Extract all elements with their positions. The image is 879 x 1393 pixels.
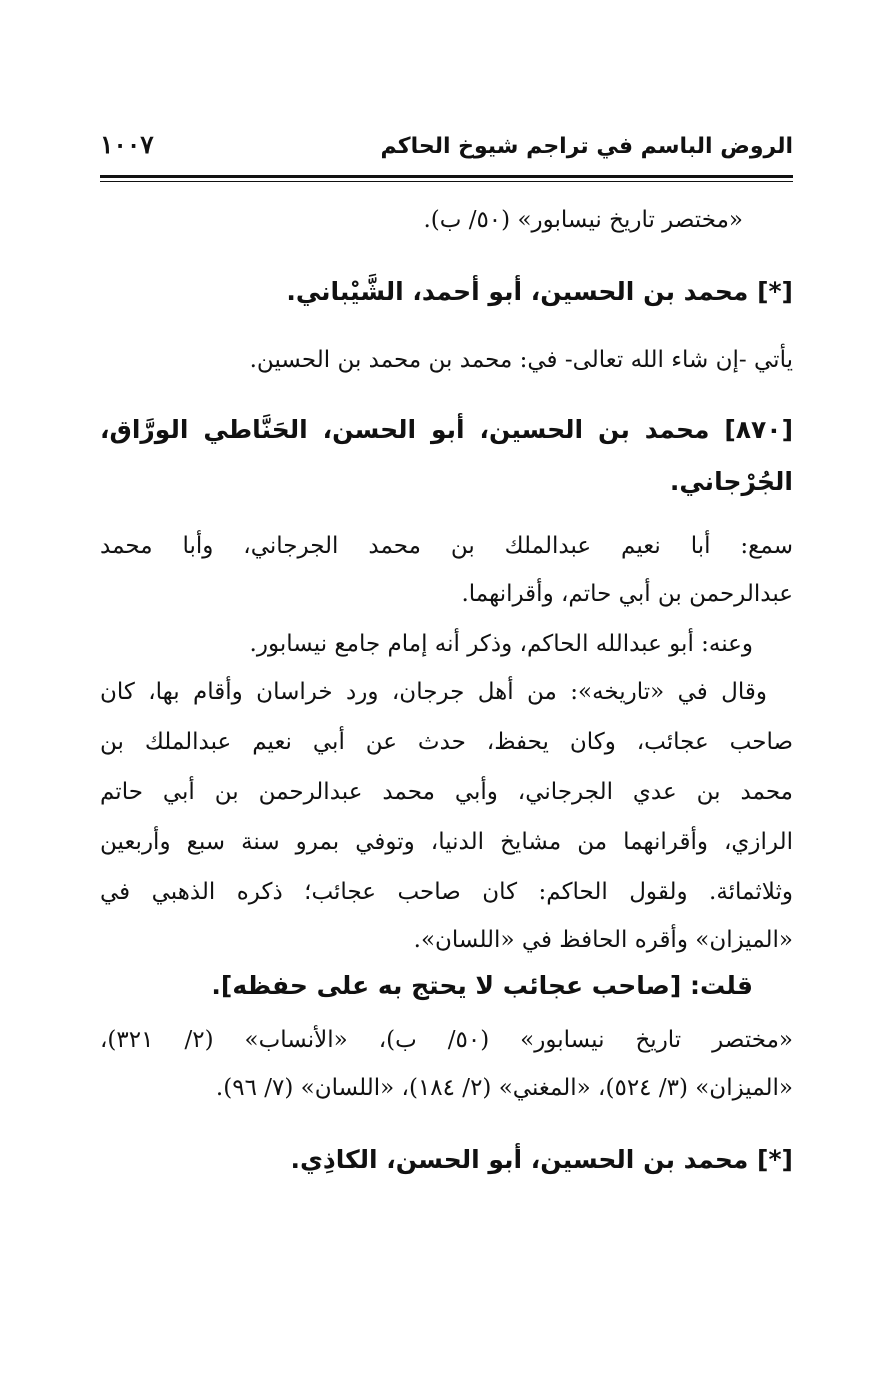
- entry-heading-cross-ref: [*] محمد بن الحسين، أبو أحمد، الشَّيْباني.: [286, 277, 793, 306]
- body-line: «الميزان» وأقره الحافظ في «اللسان».: [413, 927, 793, 953]
- source-reference: «مختصر تاريخ نيسابور» (٥٠/ ب).: [423, 207, 743, 233]
- references-line: «مختصر تاريخ نيسابور» (٥٠/ ب)، «الأنساب» (٢/ ٣٢١)،: [100, 1027, 793, 1053]
- entry-heading-870-continued: الجُرْجاني.: [669, 467, 793, 496]
- body-line: محمد بن عدي الجرجاني، وأبي محمد عبدالرحمن بن أبي حاتم: [100, 779, 793, 805]
- body-line: وعنه: أبو عبدالله الحاكم، وذكر أنه إمام جامع نيسابور.: [249, 631, 753, 657]
- body-line: صاحب عجائب، وكان يحفظ، حدث عن أبي نعيم عبدالملك بن: [100, 729, 793, 755]
- entry-heading-870: [٨٧٠] محمد بن الحسين، أبو الحسن، الحَنَّاطي الورَّاق،: [100, 415, 793, 444]
- page-number: ١٠٠٧: [100, 130, 154, 159]
- body-line: عبدالرحمن بن أبي حاتم، وأقرانهما.: [461, 581, 793, 607]
- header-rule-thick: [100, 175, 793, 178]
- body-line: وثلاثمائة. ولقول الحاكم: كان صاحب عجائب؛ ذكره الذهبي في: [100, 879, 793, 905]
- header-rule-thin: [100, 181, 793, 182]
- cross-reference-text: يأتي -إن شاء الله تعالى- في: محمد بن محمد بن الحسين.: [249, 347, 793, 373]
- body-line: الرازي، وأقرانهما من مشايخ الدنيا، وتوفي بمرو سنة سبع وأربعين: [100, 829, 793, 855]
- entry-heading-cross-ref: [*] محمد بن الحسين، أبو الحسن، الكاذِي.: [290, 1145, 793, 1174]
- references-line: «الميزان» (٣/ ٥٢٤)، «المغني» (٢/ ١٨٤)، «اللسان» (٧/ ٩٦).: [215, 1075, 793, 1101]
- author-comment: قلت: [صاحب عجائب لا يحتج به على حفظه].: [211, 971, 753, 1000]
- book-title: الروض الباسم في تراجم شيوخ الحاكم: [380, 134, 793, 159]
- running-header: [100, 128, 793, 176]
- body-line: سمع: أبا نعيم عبدالملك بن محمد الجرجاني، وأبا محمد: [100, 533, 793, 559]
- body-line: وقال في «تاريخه»: من أهل جرجان، ورد خراسان وأقام بها، كان: [100, 679, 767, 705]
